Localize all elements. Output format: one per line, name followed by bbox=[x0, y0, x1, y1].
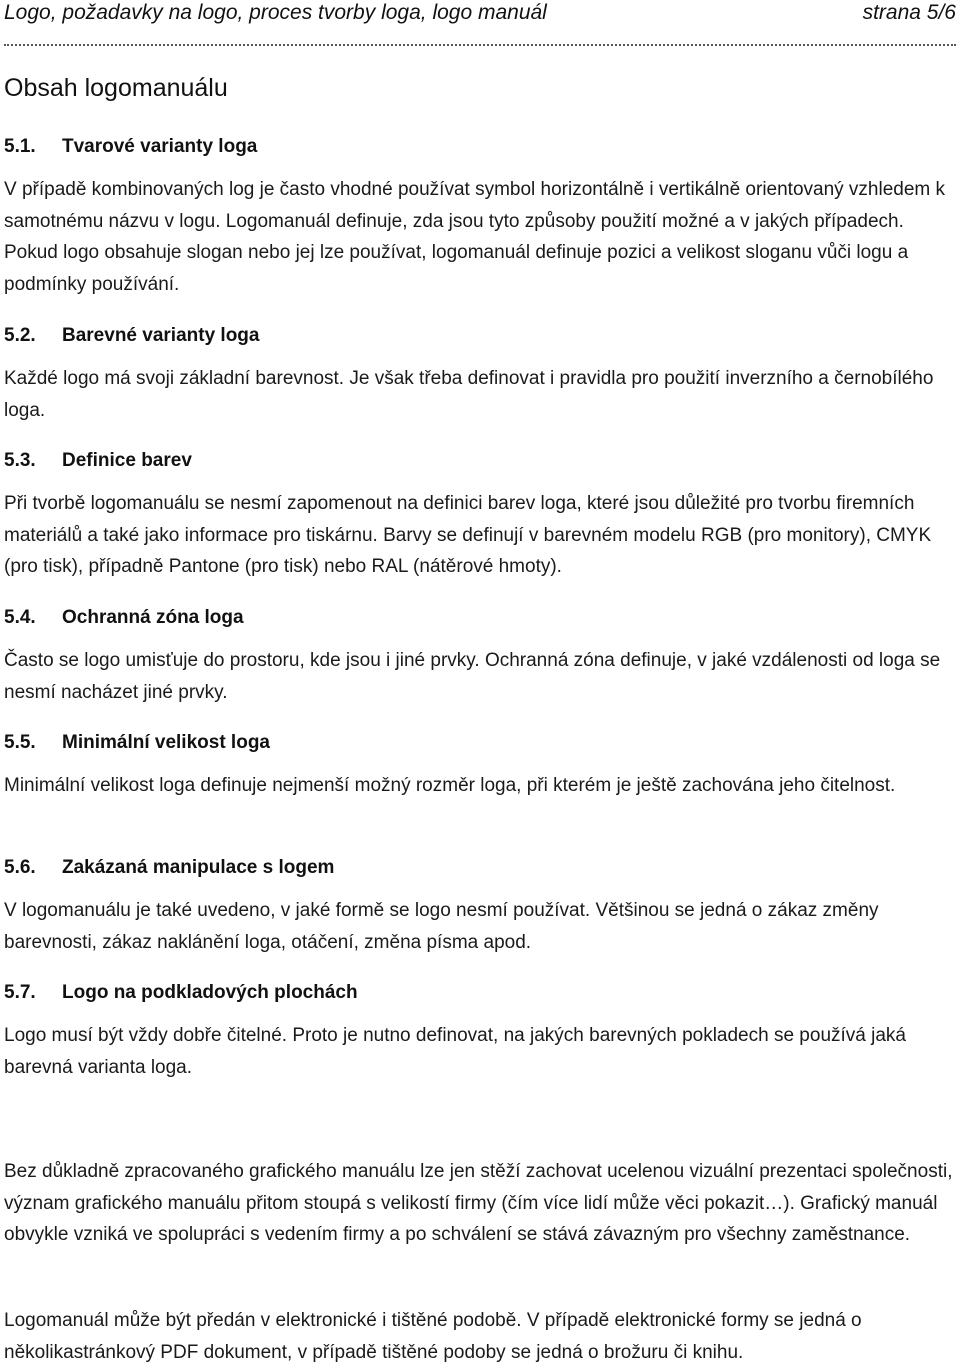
section-5-7 bbox=[4, 982, 956, 1083]
section-5-2 bbox=[4, 325, 956, 426]
section-5-5 bbox=[4, 732, 956, 802]
section-title bbox=[4, 450, 956, 474]
section-title-text: Ochranná zóna loga bbox=[62, 607, 244, 628]
section-paragraph: Minimální velikost loga definuje nejmenší možný rozměr loga, při kterém je ještě zachována jeho čitelnost. bbox=[4, 775, 896, 796]
section-number: 5.7. bbox=[4, 982, 36, 1003]
section-number: 5.6. bbox=[4, 857, 36, 878]
section-number: 5.2. bbox=[4, 325, 36, 346]
section-5-4 bbox=[4, 607, 956, 708]
section-paragraph: V případě kombinovaných log je často vhodné používat symbol horizontálně i vertikálně orientovaný vzhledem k samotnému názvu v logu. Logomanuál definuje, zda jsou tyto způsoby použití možné a v jakých případech. Pokud logo obsahuje slogan nebo jej lze používat, logomanuál definuje pozici a velikost sloganu vůči logu a podmínky používání. bbox=[4, 179, 946, 295]
section-paragraph: Často se logo umisťuje do prostoru, kde jsou i jiné prvky. Ochranná zóna definuje, v jaké vzdálenosti od loga se nesmí nacházet jiné prvky. bbox=[4, 650, 941, 703]
section-5-1 bbox=[4, 136, 956, 300]
section-paragraph: Každé logo má svoji základní barevnost. Je však třeba definovat i pravidla pro použití inverzního a černobílého loga. bbox=[4, 368, 934, 421]
section-title bbox=[4, 732, 956, 756]
header-title: Logo, požadavky na logo, proces tvorby loga, logo manuál bbox=[4, 1, 547, 24]
header-page-number: strana 5/6 bbox=[862, 1, 956, 24]
section-title bbox=[4, 136, 956, 160]
closing-paragraph-2: Logomanuál může být předán v elektronické i tištěné podobě. V případě elektronické formy se jedná o několikastránkový PDF dokument, v případě tištěné podoby se jedná o brožuru či knihu. bbox=[4, 1310, 862, 1363]
header-divider bbox=[4, 44, 956, 46]
section-title-text: Logo na podkladových plochách bbox=[62, 982, 358, 1003]
section-title-text: Minimální velikost loga bbox=[62, 732, 270, 753]
section-5-3 bbox=[4, 450, 956, 583]
section-number: 5.1. bbox=[4, 136, 36, 157]
section-number: 5.5. bbox=[4, 732, 36, 753]
page-header bbox=[4, 0, 956, 28]
section-paragraph: Při tvorbě logomanuálu se nesmí zapomenout na definici barev loga, které jsou důležité pro tvorbu firemních materiálů a také jako informace pro tiskárnu. Barvy se definují v barevném modelu RGB (pro monitory), CMYK (pro tisk), případně Pantone (pro tisk) nebo RAL (nátěrové hmoty). bbox=[4, 493, 932, 577]
section-title-text: Barevné varianty loga bbox=[62, 325, 260, 346]
section-title bbox=[4, 857, 956, 881]
section-title bbox=[4, 325, 956, 349]
section-title-text: Definice barev bbox=[62, 450, 192, 471]
section-paragraph: Logo musí být vždy dobře čitelné. Proto je nutno definovat, na jakých barevných pokladech se používá jaká barevná varianta loga. bbox=[4, 1025, 906, 1078]
section-heading: Obsah logomanuálu bbox=[4, 74, 228, 102]
closing-paragraph-1: Bez důkladně zpracovaného grafického manuálu lze jen stěží zachovat ucelenou vizuální prezentaci společnosti, význam grafického manuálu přitom stoupá s velikostí firmy (čím více lidí může věci pokazit…). Grafický manuál obvykle vzniká ve spolupráci s vedením firmy a po schválení se stává závazným pro všechny zaměstnance. bbox=[4, 1161, 953, 1245]
section-paragraph: V logomanuálu je také uvedeno, v jaké formě se logo nesmí používat. Většinou se jedná o zákaz změny barevnosti, zákaz naklánění loga, otáčení, změna písma apod. bbox=[4, 900, 879, 953]
section-number: 5.3. bbox=[4, 450, 36, 471]
section-title-text: Tvarové varianty loga bbox=[62, 136, 258, 157]
section-5-6 bbox=[4, 857, 956, 958]
section-number: 5.4. bbox=[4, 607, 36, 628]
section-title-text: Zakázaná manipulace s logem bbox=[62, 857, 335, 878]
section-title bbox=[4, 982, 956, 1006]
section-title bbox=[4, 607, 956, 631]
